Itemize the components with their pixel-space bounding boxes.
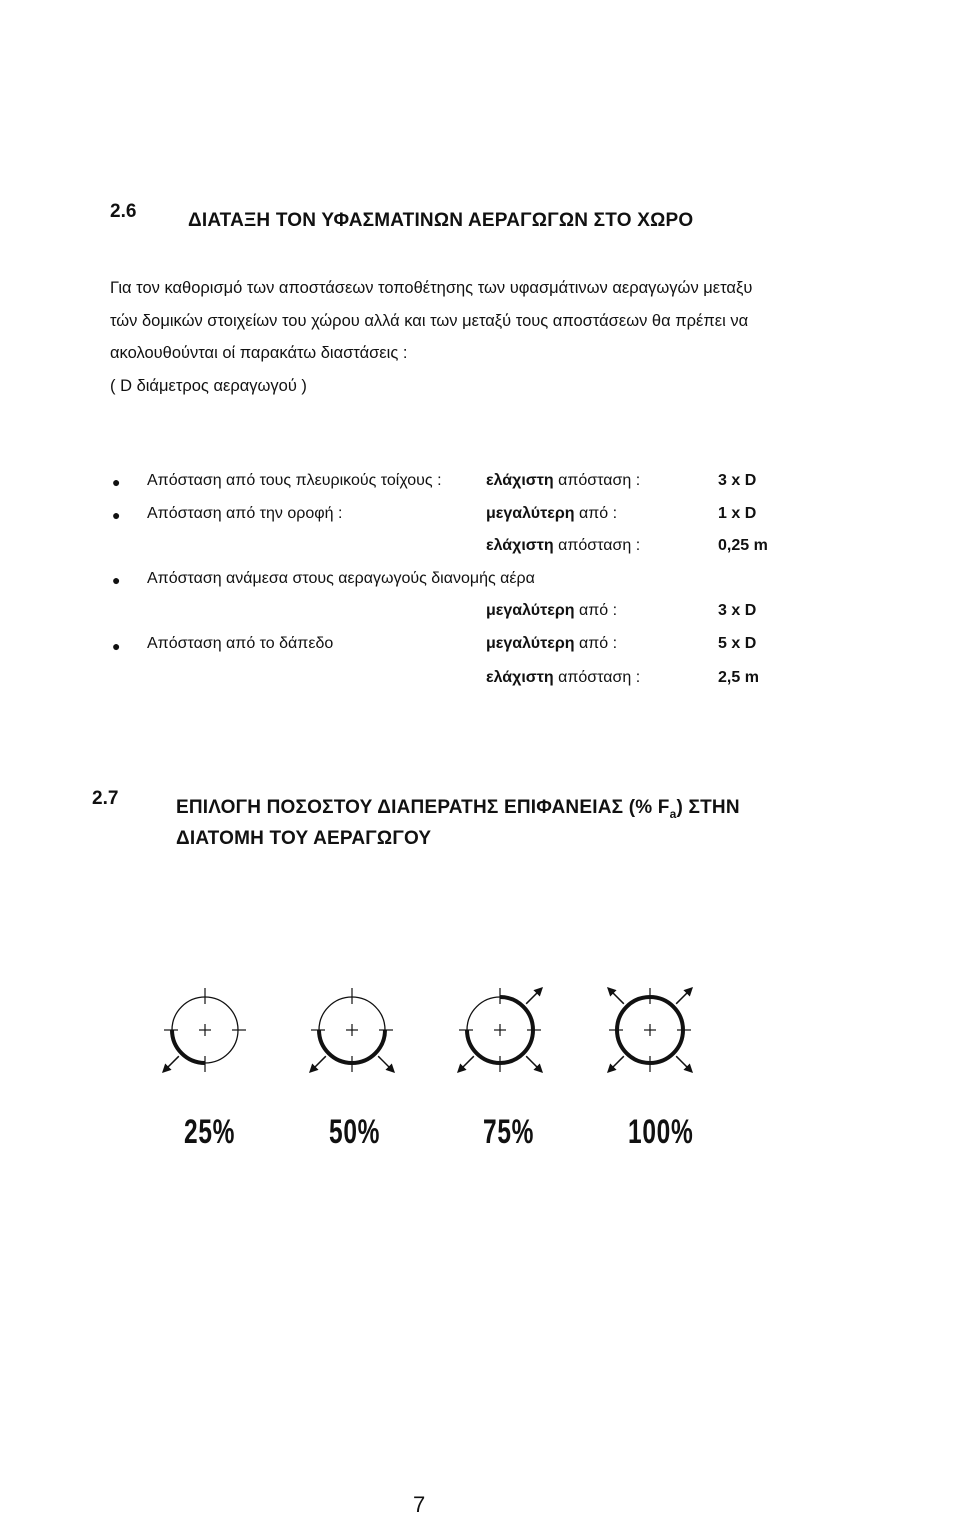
qualifier-keyword: ελάχιστη (486, 537, 554, 554)
paragraph-line-3: ακολουθούνται οί παρακάτω διαστάσεις : (110, 344, 408, 362)
list-value: 0,25 m (718, 537, 768, 554)
title-part: ΕΠΙΛΟΓΗ ΠΟΣΟΣΤΟΥ ΔΙΑΠΕΡΑΤΗΣ ΕΠΙΦΑΝΕΙΑΣ (% F (176, 797, 670, 818)
section-number-2-6: 2.6 (110, 201, 137, 222)
page-number: 7 (413, 1492, 426, 1517)
list-value: 2,5 m (718, 669, 759, 686)
paragraph-line-4: ( D διάμετρος αεραγωγού ) (110, 377, 307, 395)
list-label: Απόσταση από τους πλευρικούς τοίχους : (147, 472, 442, 489)
qualifier-rest: από : (578, 505, 618, 522)
list-value: 3 x D (718, 472, 757, 489)
section-title-2-6: ΔΙΑΤΑΞΗ ΤΟΝ ΥΦΑΣΜΑΤΙΝΩΝ ΑΕΡΑΓΩΓΩΝ ΣΤΟ ΧΩΡΟ (188, 210, 694, 231)
bullet-dot: ● (112, 638, 121, 654)
list-qualifier (486, 635, 617, 653)
qualifier-rest: από : (578, 602, 618, 619)
percent-label-25: 25% (184, 1113, 236, 1151)
airflow-arrow (608, 988, 624, 1004)
bullet-dot: ● (112, 572, 121, 588)
qualifier-rest: απόσταση : (558, 537, 641, 554)
airflow-arrow (676, 1056, 692, 1072)
airflow-arrow (378, 1056, 394, 1072)
title-subscript: a (669, 806, 677, 821)
bullet-dot: ● (112, 507, 121, 523)
qualifier-keyword: ελάχιστη (486, 472, 554, 489)
title-part: ) ΣΤΗΝ (676, 797, 740, 818)
list-qualifier (486, 505, 617, 523)
percent-label-50: 50% (329, 1113, 381, 1151)
qualifier-keyword: μεγαλύτερη (486, 635, 575, 652)
qualifier-keyword: μεγαλύτερη (486, 505, 575, 522)
airflow-arrow (526, 1056, 542, 1072)
permeability-diagrams (0, 960, 960, 1100)
list-label: Απόσταση από το δάπεδο (147, 635, 334, 652)
list-value: 1 x D (718, 505, 757, 522)
paragraph-line-1: Για τον καθορισμό των αποστάσεων τοποθέτησης των υφασμάτινων αεραγωγών μεταξυ (110, 279, 753, 297)
qualifier-keyword: ελάχιστη (486, 669, 554, 686)
airflow-arrow (458, 1056, 474, 1072)
percent-label-75: 75% (483, 1113, 535, 1151)
qualifier-rest: απόσταση : (558, 472, 641, 489)
section-title-2-7-line-1 (176, 797, 740, 821)
section-number-2-7: 2.7 (92, 788, 119, 809)
qualifier-rest: απόσταση : (558, 669, 641, 686)
list-label: Απόσταση ανάμεσα στους αεραγωγούς διανομής αέρα (147, 570, 535, 587)
list-value: 3 x D (718, 602, 757, 619)
list-qualifier (486, 472, 640, 490)
list-qualifier (486, 669, 640, 687)
percent-label-100: 100% (628, 1113, 694, 1151)
bullet-dot: ● (112, 474, 121, 490)
qualifier-rest: από : (578, 635, 618, 652)
paragraph-line-2: τών δομικών στοιχείων του χώρου αλλά και των μεταξύ τους αποστάσεων θα πρέπει να (110, 312, 749, 330)
list-qualifier (486, 537, 640, 555)
airflow-arrow (163, 1056, 179, 1072)
list-value: 5 x D (718, 635, 757, 652)
airflow-arrow (310, 1056, 326, 1072)
airflow-arrow (608, 1056, 624, 1072)
airflow-arrow (676, 988, 692, 1004)
qualifier-keyword: μεγαλύτερη (486, 602, 575, 619)
section-title-2-7-line-2: ΔΙΑΤΟΜΗ ΤΟΥ ΑΕΡΑΓΩΓΟΥ (176, 828, 432, 849)
airflow-arrow (526, 988, 542, 1004)
list-qualifier (486, 602, 617, 620)
list-label: Απόσταση από την οροφή : (147, 505, 343, 522)
